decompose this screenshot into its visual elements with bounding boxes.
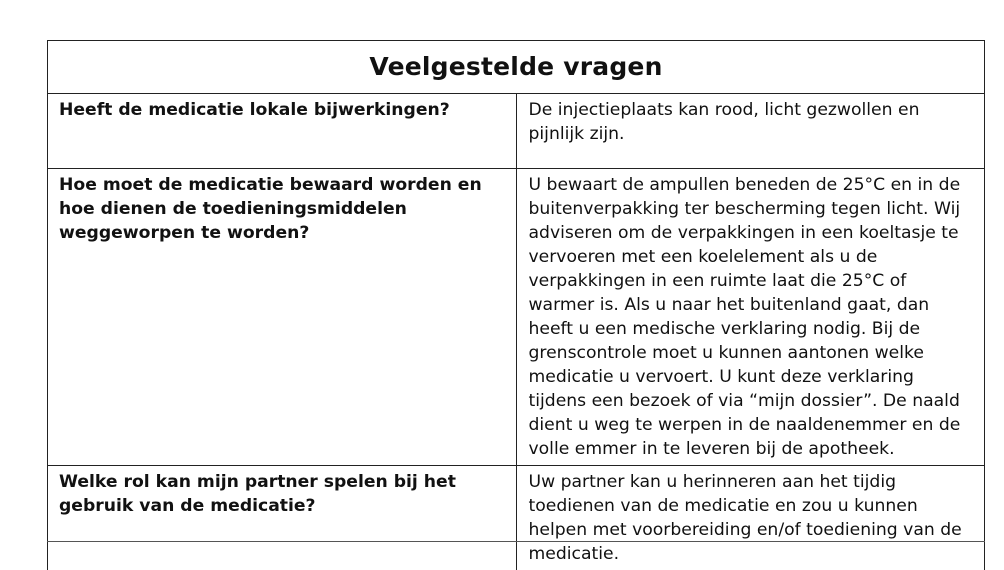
page-edge-divider bbox=[47, 541, 985, 542]
question-cell: Welke rol kan mijn partner spelen bij het gebruik van de medicatie? bbox=[48, 466, 517, 570]
answer-cell: U bewaart de ampullen beneden de 25°C en in de buitenverpakking ter bescherming tegen licht. Wij adviseren om de verpakkingen in een koeltasje te vervoeren met een koelelement als u de verpakkingen in een ruimte laat die 25°C of warmer is. Als u naar het buitenland gaat, dan heeft u een medische verklaring nodig. Bij de grenscontrole moet u kunnen aantonen welke medicatie u vervoert. U kunt deze verklaring tijdens een bezoek of via “mijn dossier”. De naald dient u weg te werpen in de naaldenemmer en de volle emmer in te leveren bij de apotheek. bbox=[516, 169, 985, 466]
answer-cell: Uw partner kan u herinneren aan het tijdig toedienen van de medicatie en zou u kunnen helpen met voorbereiding en/of toediening van de medicatie. bbox=[516, 466, 985, 570]
answer-cell: De injectieplaats kan rood, licht gezwollen en pijnlijk zijn. bbox=[516, 94, 985, 169]
question-cell: Heeft de medicatie lokale bijwerkingen? bbox=[48, 94, 517, 169]
question-cell: Hoe moet de medicatie bewaard worden en hoe dienen de toedieningsmiddelen weggeworpen te worden? bbox=[48, 169, 517, 466]
page-title: Veelgestelde vragen bbox=[48, 41, 985, 94]
table-row bbox=[48, 466, 985, 570]
title-row bbox=[48, 41, 985, 94]
table-row bbox=[48, 169, 985, 466]
faq-table bbox=[47, 40, 985, 570]
table-row bbox=[48, 94, 985, 169]
